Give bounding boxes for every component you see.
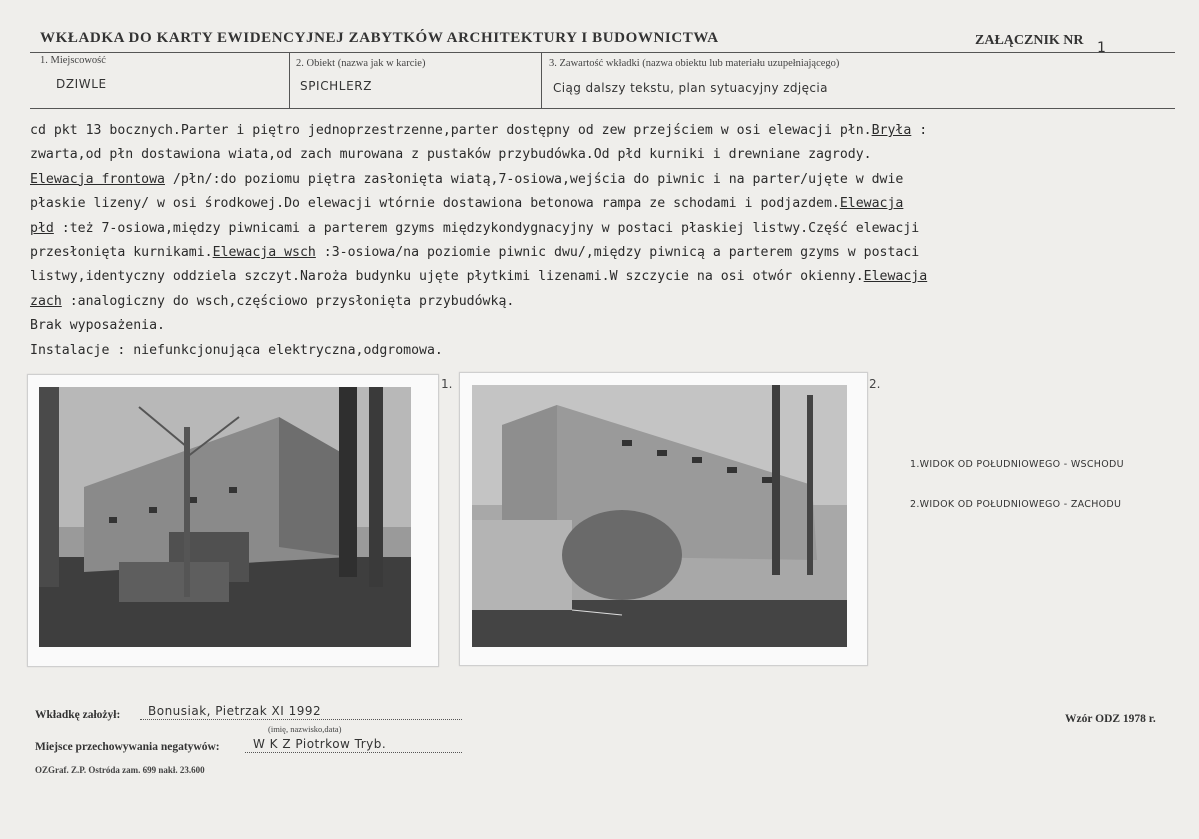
negatives-storage-value: W K Z Piotrkow Tryb.	[253, 737, 387, 751]
text-line: Instalacje : niefunkcjonująca elektryczna,odgromowa.	[30, 342, 443, 358]
annex-number: 1	[1097, 40, 1106, 56]
field-value-object: SPICHLERZ	[300, 79, 373, 93]
text-line: Brak wyposażenia.	[30, 318, 165, 334]
template-version: Wzór ODZ 1978 r.	[1065, 713, 1156, 725]
prepared-by-value: Bonusiak, Pietrzak XI 1992	[148, 704, 322, 718]
header-rule	[30, 52, 1175, 53]
field-value-contents: Ciąg dalszy tekstu, plan sytuacyjny zdjęcia	[553, 81, 828, 95]
text-line: płd :też 7-osiowa,między piwnicami a parterem gzyms międzykondygnacyjny w postaci płaskiej listwy.Część elewacji	[30, 220, 920, 236]
negatives-storage-label: Miejsce przechowywania negatywów:	[35, 741, 220, 753]
underlined-term: Elewacja wsch	[212, 244, 316, 260]
prepared-by-hint: (imię, nazwisko,data)	[268, 724, 342, 734]
photo-caption-1: 1.WIDOK OD POŁUDNIOWEGO - WSCHODU	[910, 459, 1124, 470]
text-line: listwy,identyczny oddziela szczyt.Naroża budynku ujęte płytkimi lizenami.W szczycie na osi otwór okienny.Elewacja	[30, 269, 928, 285]
text-line: zach :analogiczny do wsch,częściowo przysłonięta przybudówką.	[30, 293, 515, 309]
text-line: przesłonięta kurnikami.Elewacja wsch :3-osiowa/na poziomie piwnic dwu/,między piwnicą a parterem gzyms w postaci	[30, 244, 920, 260]
photo-1	[39, 387, 411, 647]
prepared-by-line	[140, 719, 462, 720]
photo-number-1: 1.	[441, 377, 453, 391]
text-line: zwarta,od płn dostawiona wiata,od zach murowana z pustaków przybudówka.Od płd kurniki i drewniane zagrody.	[30, 147, 872, 163]
field-label-object: 2. Obiekt (nazwa jak w karcie)	[296, 58, 426, 69]
description-text	[30, 119, 1190, 363]
text-line: cd pkt 13 bocznych.Parter i piętro jednoprzestrzenne,parter dostępny od zew przejściem w osi elewacji płn.Bryła :	[30, 123, 928, 138]
negatives-storage-line	[245, 752, 462, 753]
underlined-term: Elewacja frontowa	[30, 171, 165, 187]
photo-card-2	[459, 372, 868, 666]
underlined-term: Bryła	[871, 123, 912, 138]
photo-number-2: 2.	[869, 377, 881, 391]
text-line: płaskie lizeny/ w osi środkowej.Do elewacji wtórnie dostawiona betonowa rampa ze schodami i podjazdem.Elewacja	[30, 196, 904, 212]
field-value-locality: DZIWLE	[56, 77, 107, 91]
prepared-by-label: Wkładkę założył:	[35, 709, 121, 721]
fields-rule	[30, 108, 1175, 109]
underlined-term: płd	[30, 220, 54, 236]
photo-2	[472, 385, 847, 647]
text-line: Elewacja frontowa /płn/:do poziomu piętra zasłonięta wiatą,7-osiowa,wejścia do piwnic i na parter/ujęte w dwie	[30, 171, 904, 187]
underlined-term: Elewacja	[863, 269, 928, 285]
underlined-term: Elewacja	[839, 196, 904, 212]
underlined-term: zach	[30, 293, 62, 309]
field-divider	[541, 52, 542, 108]
form-title: WKŁADKA DO KARTY EWIDENCYJNEJ ZABYTKÓW ARCHITEKTURY I BUDOWNICTWA	[40, 30, 719, 46]
photo-card-1	[27, 374, 439, 667]
field-label-locality: 1. Miejscowość	[40, 55, 106, 66]
field-label-contents: 3. Zawartość wkładki (nazwa obiektu lub materiału uzupełniającego)	[549, 58, 840, 69]
photo-caption-2: 2.WIDOK OD POŁUDNIOWEGO - ZACHODU	[910, 499, 1122, 510]
field-divider	[289, 52, 290, 108]
print-info: OZGraf. Z.P. Ostróda zam. 699 nakł. 23.600	[35, 765, 205, 775]
annex-label: ZAŁĄCZNIK NR	[975, 33, 1084, 48]
